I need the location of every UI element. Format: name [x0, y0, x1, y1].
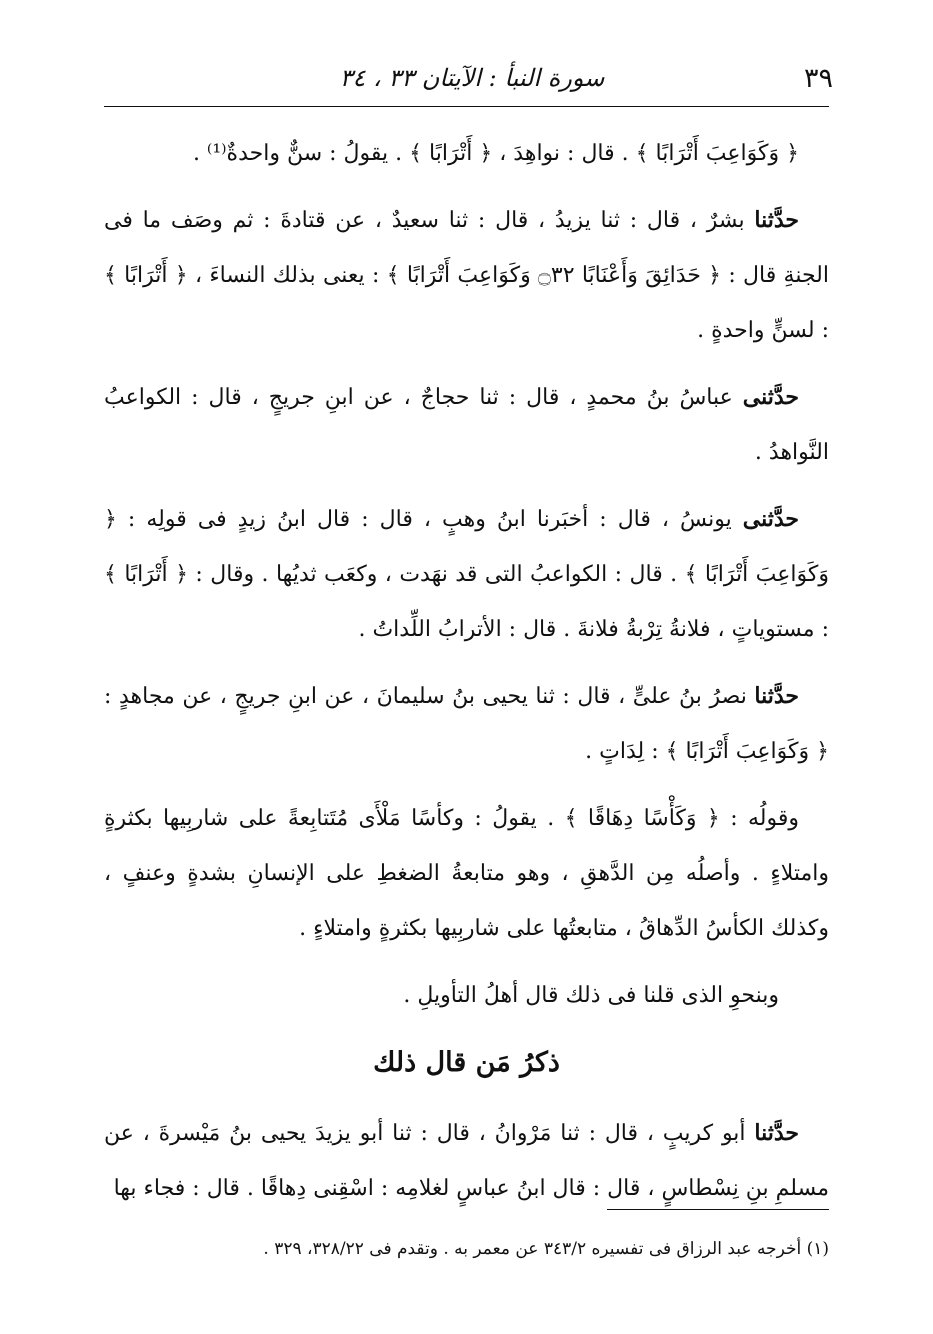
paragraph-1 — [104, 126, 829, 181]
paragraph-text: عباسُ بنُ محمدٍ ، قال : ثنا حجاجٌ ، عن ابنِ جريجٍ ، قال : الكواعبُ النَّواهدُ . — [104, 385, 829, 465]
paragraph-text: يونسُ ، قال : أخبَرنا ابنُ وهبٍ ، قال : قال ابنُ زيدٍ فى قولِه : ﴿ وَكَوَاعِبَ أَتْرَابًا ﴾ . قال : الكواعبُ التى قد نهَدت ، وكعَب ثديُها . وقال : ﴿ أَتْرَابًا ﴾ : مستوياتٍ ، فلانةُ تِرْبةُ فلانةَ . قال : الأترابُ اللِّداتُ . — [104, 507, 829, 642]
header-divider — [104, 106, 829, 107]
running-title: سورة النبأ : الآيتان ٣٣ ، ٣٤ — [339, 64, 605, 92]
paragraph-4 — [104, 492, 829, 657]
paragraph-text: وقولُه : ﴿ وَكَأْسًا دِهَاقًا ﴾ . يقولُ : وكأسًا مَلْأَى مُتَتابِعةً على شاربِيها بكثرةٍ وامتلاءٍ . وأصلُه مِن الدَّهقِ ، وهو متابعةُ الضغطِ على الإنسانِ بشدةٍ وعنفٍ ، وكذلك الكأسُ الدِّهاقُ ، متابعتُها على شاربِيها بكثرةٍ وامتلاءٍ . — [104, 806, 829, 941]
page-number: ٣٩ — [803, 62, 833, 94]
paragraph-5 — [104, 669, 829, 779]
paragraph-text: بشرٌ ، قال : ثنا يزيدُ ، قال : ثنا سعيدٌ ، عن قتادةَ : ثم وصَف ما فى الجنةِ قال : ﴿ حَدَائِقَ وَأَعْنَابًا ۝٣٢ وَكَوَاعِبَ أَتْرَابًا ﴾ : يعنى بذلك النساءَ ، ﴿ أَتْرَابًا ﴾ : لسنٍّ واحدةٍ . — [104, 208, 829, 343]
footnote: (١) أخرجه عبد الرزاق فى تفسيره ٣٤٣/٢ عن معمر به . وتقدم فى ٣٢٨/٢٢، ٣٢٩ . — [263, 1239, 829, 1259]
paragraph-lead: حدَّثنا — [754, 683, 799, 709]
page-body — [104, 126, 829, 1228]
paragraph-text: ﴿ وَكَوَاعِبَ أَتْرَابًا ﴾ . قال : نواهِدَ ، ﴿ أَتْرَابًا ﴾ . يقولُ : سنٌّ واحدةٌ⁽¹⁾ . — [192, 141, 799, 166]
paragraph-lead: حدَّثنا — [754, 207, 799, 233]
paragraph-text: نصرُ بنُ علىٍّ ، قال : ثنا يحيى بنُ سليمانَ ، عن ابنِ جريجٍ ، عن مجاهدٍ : ﴿ وَكَوَاعِبَ أَتْرَابًا ﴾ : لِدَاتٍ . — [104, 684, 829, 764]
page-header — [100, 58, 833, 98]
section-title: ذكرُ مَن قال ذلك — [373, 1047, 560, 1078]
paragraph-lead: حدَّثنى — [742, 506, 799, 532]
footnote-divider — [607, 1209, 829, 1210]
paragraph-text: وبنحوِ الذى قلنا فى ذلك قال أهلُ التأويلِ . — [403, 983, 779, 1008]
paragraph-lead: حدَّثنى — [742, 384, 799, 410]
paragraph-8 — [104, 1106, 829, 1216]
paragraph-6 — [104, 791, 829, 956]
paragraph-3 — [104, 370, 829, 480]
paragraph-text: أبو كريبٍ ، قال : ثنا مَرْوانُ ، قال : ثنا أبو يزيدَ يحيى بنُ مَيْسرةَ ، عن مسلمِ بنِ نِسْطاسٍ ، قال : قال ابنُ عباسٍ لغلامِه : اسْقِنى دِهاقًا . قال : فجاء بها — [104, 1121, 829, 1201]
paragraph-lead: حدَّثنا — [754, 1120, 799, 1146]
paragraph-2 — [104, 193, 829, 358]
paragraph-7 — [104, 968, 829, 1023]
